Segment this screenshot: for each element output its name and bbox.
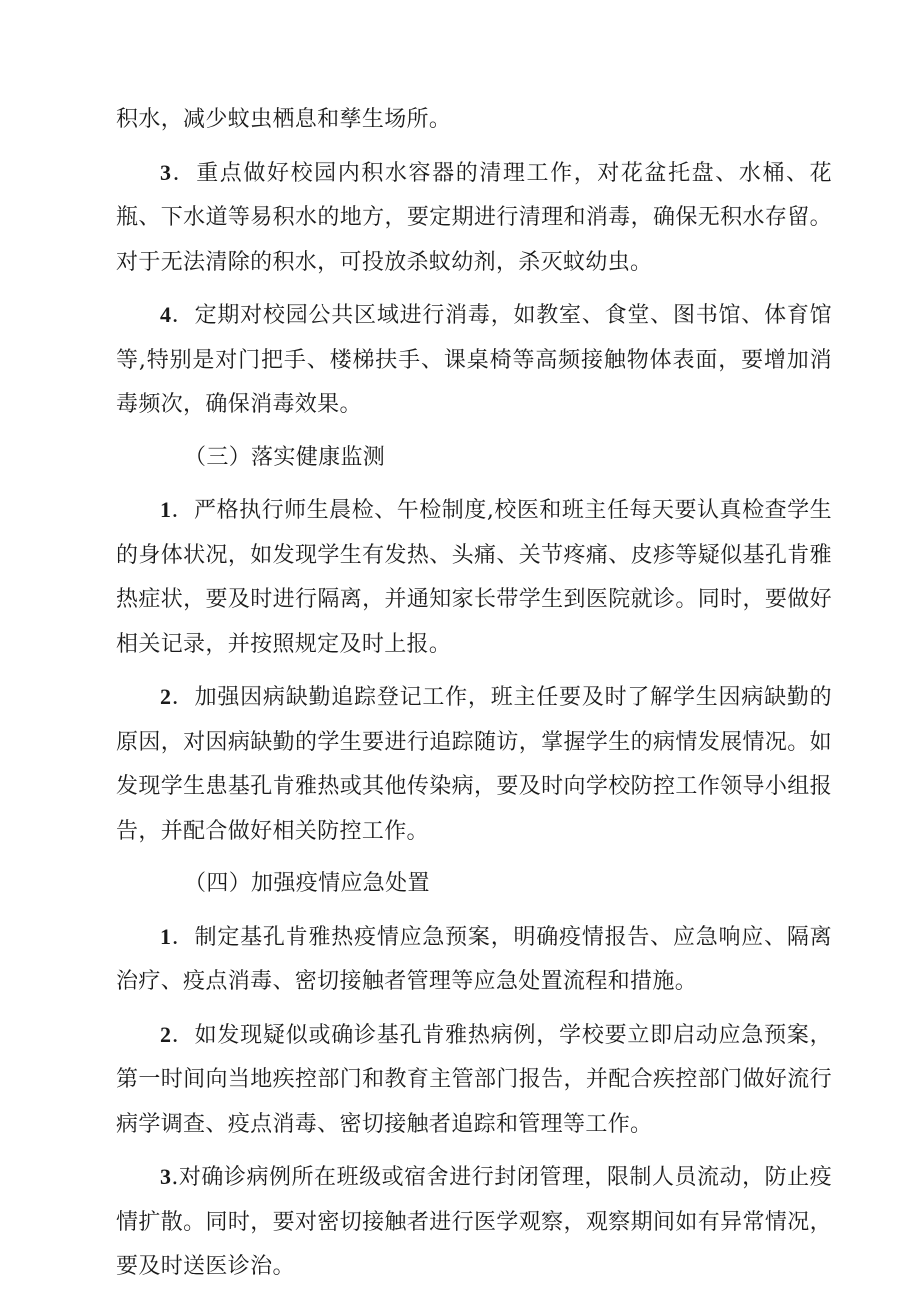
- item-number: 4: [160, 302, 172, 327]
- paragraph-continued: [116, 98, 832, 143]
- section-heading-emergency-response: （四）加强疫情应急处置: [184, 871, 430, 896]
- item-number: 1: [160, 923, 172, 949]
- paragraph-item-3-closed-management: [116, 1155, 832, 1290]
- paragraph-text: 积水，减少蚊虫栖息和孳生场所。: [116, 107, 452, 132]
- paragraph-text: ．如发现疑似或确诊基孔肯雅热病例，学校要立即启动应急预案，第一时间向当地疾控部门和教育主管部门报告，并配合疾控部门做好流行病学调查、疫点消毒、密切接触者追踪和管理等工作。: [116, 1022, 832, 1137]
- paragraph-text: .对确诊病例所在班级或宿舍进行封闭管理，限制人员流动，防止疫情扩散。同时，要对密切接触者进行医学观察，观察期间如有异常情况，要及时送医诊治。: [116, 1165, 832, 1279]
- item-number: 1: [160, 497, 172, 522]
- paragraph-text: ．严格执行师生晨检、午检制度,校医和班主任每天要认真检查学生的身体状况，如发现学生有发热、头痛、关节疼痛、皮疹等疑似基孔肯雅热症状，要及时进行隔离，并通知家长带学生到医院就诊。同时，要做好相关记录，并按照规定及时上报。: [116, 498, 832, 657]
- item-number: 3: [160, 159, 172, 185]
- item-number: 2: [160, 1021, 172, 1047]
- section-heading-health-monitoring: （三）落实健康监测: [184, 444, 386, 470]
- paragraph-text: ．重点做好校园内积水容器的清理工作，对花盆托盘、水桶、花瓶、下水道等易积水的地方，要定期进行清理和消毒，确保无积水存留。对于无法清除的积水，可投放杀蚊幼剂，杀灭蚊幼虫。: [116, 160, 832, 275]
- paragraph-item-1-emergency-plan: [116, 915, 832, 1005]
- paragraph-text: ．定期对校园公共区域进行消毒，如教室、食堂、图书馆、体育馆等,特别是对门把手、楼梯扶手、课桌椅等高频接触物体表面，要增加消毒频次，确保消毒效果。: [116, 303, 832, 417]
- paragraph-item-2-absence-tracking: [116, 675, 832, 854]
- paragraph-item-2-case-report: [116, 1013, 832, 1148]
- item-number: 2: [160, 684, 172, 709]
- paragraph-item-3-clear-water: [116, 151, 832, 286]
- paragraph-text: ．加强因病缺勤追踪登记工作，班主任要及时了解学生因病缺勤的原因，对因病缺勤的学生要进行追踪随访，掌握学生的病情发展情况。如发现学生患基孔肯雅热或其他传染病，要及时向学校防控工作领导小组报告，并配合做好相关防控工作。: [116, 685, 832, 844]
- document-body: [116, 98, 832, 1290]
- item-number: 3: [160, 1164, 172, 1189]
- paragraph-text: ．制定基孔肯雅热疫情应急预案，明确疫情报告、应急响应、隔离治疗、疫点消毒、密切接触者管理等应急处置流程和措施。: [116, 924, 832, 994]
- paragraph-item-4-disinfection: [116, 293, 832, 428]
- paragraph-item-1-morning-check: [116, 488, 832, 667]
